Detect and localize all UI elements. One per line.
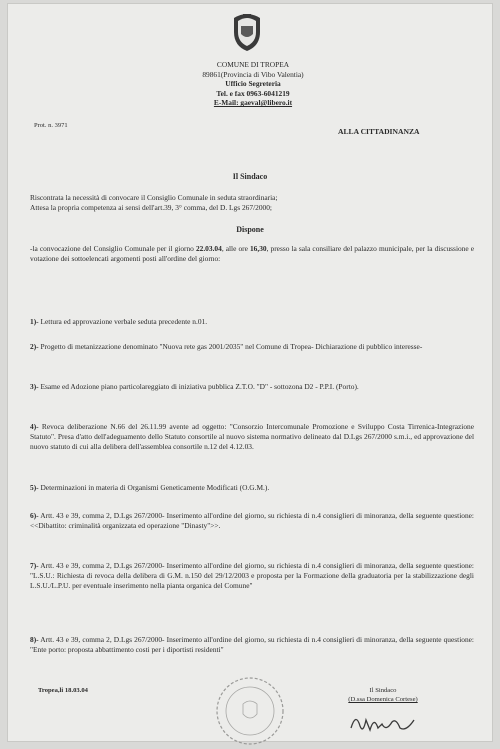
intro-line: Riscontrata la necessità di convocare il Consiglio Comunale in seduta straordinaria; (30, 193, 278, 202)
meeting-date: 22.03.04 (195, 244, 222, 253)
protocol-number: Prot. n. 3971 (34, 122, 68, 129)
letterhead (158, 60, 348, 108)
signer-title: Il Sindaco (369, 687, 397, 694)
dispone-heading: Dispone (236, 225, 264, 234)
signature-block (313, 686, 453, 704)
official-stamp-icon (213, 674, 287, 748)
handwritten-signature-icon (348, 708, 418, 736)
province: 89861(Provincia di Vibo Valentia) (202, 69, 304, 79)
intro-text (30, 193, 470, 213)
agenda-item-6: 6)- Artt. 43 e 39, comma 2, D.Lgs 267/2000- Inserimento all'ordine del giorno, su richiesta di n.4 consiglieri di minoranza, della seguente questione: <<Dibattito: criminalità organizzata ed operazione "Dinasty">>. (30, 511, 474, 531)
meeting-time: 16,30 (249, 244, 267, 253)
place-date: Tropea,li 18.03.04 (38, 687, 88, 694)
agenda-item-4: 4)- Revoca deliberazione N.66 del 26.11.99 avente ad oggetto: "Consorzio Intercomunale Promozione e Sviluppo Costa Tirrenica-Integrazione Statuto". Presa d'atto dell'adeguamento dello Statuto consortile al nuovo sistema normativo delineato dal D.Lgs 267/2000 s.m.i., ed approvazione del nuovo statuto di cui alla delibera dell'assemblea consortile n.12 del 4.12.03. (30, 422, 474, 452)
signer-name: (D.ssa Domenica Cortese) (348, 696, 418, 703)
agenda-item-1: 1)- Lettura ed approvazione verbale seduta precedente n.01. (30, 317, 208, 326)
agenda-item-5: 5)- Determinazioni in materia di Organismi Geneticamente Modificati (O.G.M.). (30, 483, 270, 492)
agenda-item-8: 8)- Artt. 43 e 39, comma 2, D.Lgs 267/2000- Inserimento all'ordine del giorno, su richiesta di n.4 consiglieri di minoranza, della seguente questione: "Ente porto: proposta abbattimento costi per i diportisti residenti" (30, 635, 474, 655)
sindaco-heading: Il Sindaco (232, 172, 268, 181)
agenda-item-7: 7)- Artt. 43 e 39, comma 2, D.Lgs 267/2000- Inserimento all'ordine del giorno, su richiesta di n.4 consiglieri di minoranza, della seguente questione: "L.S.U.: Richiesta di revoca della delibera di G.M. n.150 del 29/12/2003 e proposta per la Formazione della graduatoria per la stabilizzazione degli L.S.U./L.P.U. per eventuale inserimento nella pianta organica del Comune" (30, 561, 474, 591)
agenda-item-3: 3)- Esame ed Adozione piano particolareggiato di iniziativa pubblica Z.T.O. "D" - sottozona D2 - P.P.I. (Porto). (30, 382, 359, 391)
office-name: Ufficio Segreteria (225, 79, 281, 89)
phone-fax: Tel. e fax 0963-6041219 (216, 88, 290, 98)
agenda-item-2: 2)- Progetto di metanizzazione denominato "Nuova rete gas 2001/2035" nel Comune di Tropea- Dichiarazione di pubblico interesse- (30, 342, 423, 351)
document-page (8, 4, 492, 741)
comune-name: COMUNE DI TROPEA (216, 60, 290, 69)
intro-line: Attesa la propria competenza ai sensi dell'art.39, 3° comma, del D. Lgs 267/2000; (30, 203, 272, 212)
recipient: ALLA CITTADINANZA (338, 127, 420, 136)
email: E-Mail: gaeval@libero.it (213, 98, 293, 108)
municipal-crest-icon (230, 12, 264, 52)
convocation-paragraph: -la convocazione del Consiglio Comunale per il giorno 22.03.04, alle ore 16,30, presso la sala consiliare del palazzo municipale, per la discussione e votazione dei sottoelencati argomenti posti all'ordine del giorno: (30, 244, 475, 264)
